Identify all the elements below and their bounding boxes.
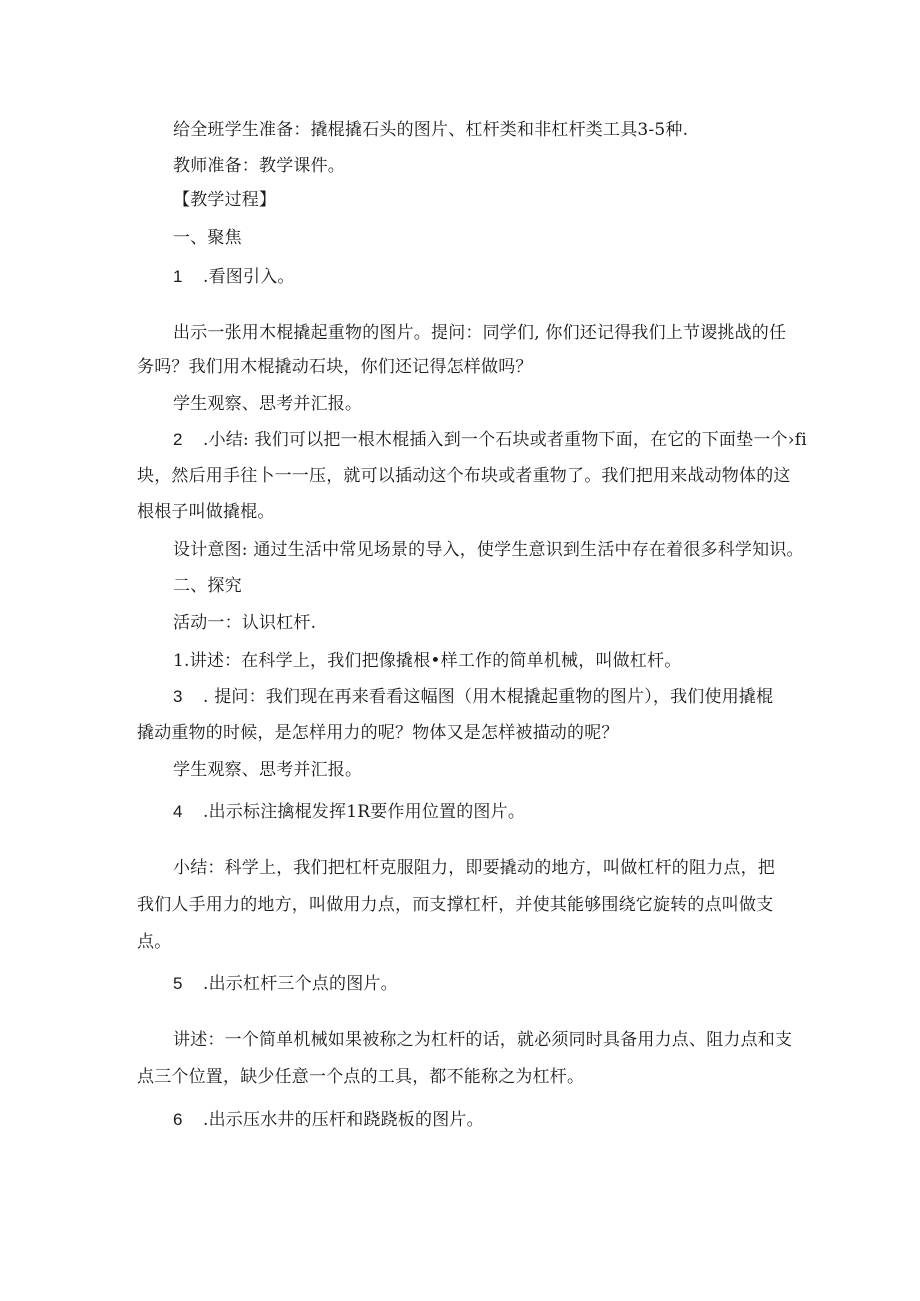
summary2-line-1: 小结：科学上，我们把杠杆克服阻力，即要撬动的地方，叫做杠杆的阻力点，把 <box>173 858 775 878</box>
summary-line-3: 根根子叫做撬棍。 <box>137 502 275 522</box>
materials-students: 给全班学生准备：撬棍撬石头的图片、杠杆类和非杠杆类工具3-5种. <box>173 120 689 140</box>
section-heading-explore: 二、探究 <box>173 576 242 596</box>
design-intent: 设计意图: 通过生活中常见场景的导入，使学生意识到生活中存在着很多科学知识。 <box>173 540 804 560</box>
step-number: 1 <box>173 267 183 286</box>
materials-teacher: 教师准备：教学课件。 <box>173 156 345 176</box>
student-observe-1: 学生观察、思考并汇报。 <box>173 394 363 414</box>
section-heading-focus: 一、聚焦 <box>173 228 242 248</box>
step-number: 2 <box>173 430 183 449</box>
step-text: .出示杠杆三个点的图片。 <box>203 974 398 994</box>
student-observe-2: 学生观察、思考并汇报。 <box>173 760 363 780</box>
step-number: 4 <box>173 802 183 821</box>
step-text: .小结: 我们可以把一根木棍插入到一个石块或者重物下面，在它的下面垫一个›fi <box>203 430 807 450</box>
summary2-line-3: 点。 <box>137 932 172 952</box>
step-5 <box>173 973 398 995</box>
step-explain-lever: 1.讲述：在科学上，我们把像撬根•样工作的简单机械，叫做杠杆。 <box>173 651 682 671</box>
step-text: .看图引入。 <box>203 267 295 287</box>
step-1 <box>173 266 295 288</box>
summary-line-2: 块，然后用手往卜一一压，就可以插动这个布块或者重物了。我们把用来战动物体的这 <box>137 466 791 486</box>
summary2-line-2: 我们人手用力的地方，叫做用力点，而支撑杠杆，并使其能够围绕它旋转的点叫做支 <box>137 895 774 915</box>
activity-one: 活动一：认识杠杆. <box>173 613 317 633</box>
step-number: 3 <box>173 687 183 706</box>
step-number: 5 <box>173 974 183 993</box>
step-text: .出示压水井的压杆和跷跷板的图片。 <box>203 1110 484 1130</box>
question-line-1 <box>173 686 773 708</box>
question-line-2: 撬动重物的时候，是怎样用力的呢？物体又是怎样被描动的呢？ <box>137 723 619 743</box>
intro-paragraph-line-2: 务吗？我们用木棍撬动石块，你们还记得怎样做吗？ <box>137 357 533 377</box>
step-6 <box>173 1109 484 1131</box>
step-text: . 提问：我们现在再来看看这幅图（用木棍撬起重物的图片），我们使用撬棍 <box>203 687 774 707</box>
summary-line-1 <box>173 429 807 451</box>
step-4 <box>173 801 525 823</box>
step-number: 6 <box>173 1110 183 1129</box>
section-heading-process: 【教学过程】 <box>173 190 277 210</box>
explain-line-1: 讲述：一个简单机械如果被称之为杠杆的话，就必须同时具备用力点、阻力点和支 <box>173 1030 793 1050</box>
intro-paragraph-line-1: 出示一张用木棍撬起重物的图片。提问：同学们, 你们还记得我们上节谡挑战的任 <box>173 323 787 343</box>
explain-line-2: 点三个位置，缺少任意一个点的工具，都不能称之为杠杆。 <box>137 1067 585 1087</box>
step-text: .出示标注擒棍发挥1R要作用位置的图片。 <box>203 802 526 822</box>
